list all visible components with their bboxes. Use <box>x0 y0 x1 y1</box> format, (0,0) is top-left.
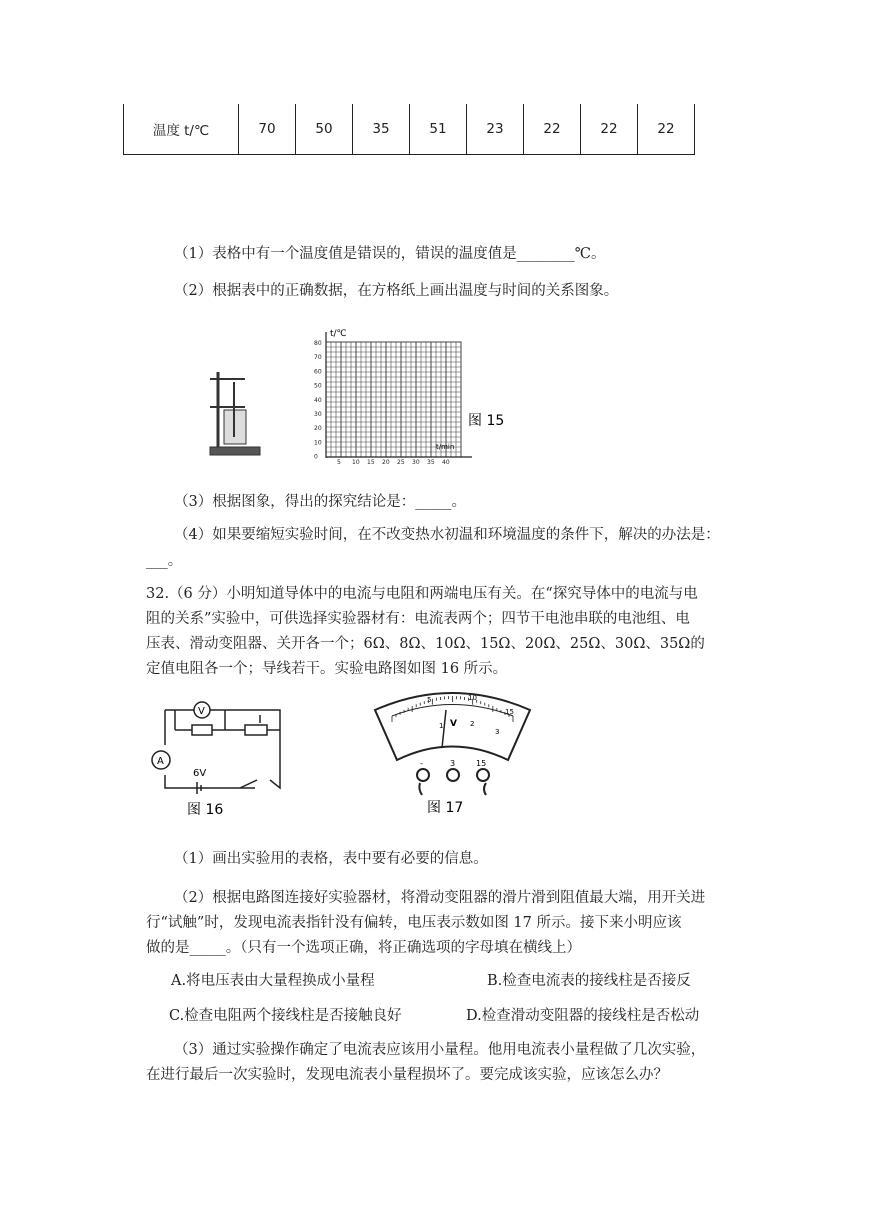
battery-label: 6V <box>193 768 207 779</box>
x-tick-label: 20 <box>382 459 390 466</box>
terminal-label: - <box>420 759 423 768</box>
y-tick-label: 10 <box>314 439 322 447</box>
table-cell: 70 <box>239 104 296 155</box>
terminal-label: 15 <box>476 759 487 768</box>
x-tick-label: 30 <box>412 459 420 466</box>
terminal-negative <box>417 769 429 781</box>
y-tick-label: 30 <box>314 411 322 418</box>
figure-17-voltmeter <box>370 688 535 823</box>
wire-lead <box>484 783 486 795</box>
table-cell: 22 <box>524 104 581 155</box>
x-tick-label: 35 <box>427 459 435 466</box>
q31-part3: （3）根据图象，得出的探究结论是：_____。 <box>174 494 466 510</box>
figure-15 <box>200 322 505 467</box>
heating-apparatus-illustration <box>210 372 260 455</box>
table-row <box>124 104 695 155</box>
figure-16-circuit <box>145 690 295 820</box>
figure-16-caption: 图 16 <box>187 802 224 818</box>
q32-sub1: （1）画出实验用的表格，表中要有必要的信息。 <box>174 851 488 867</box>
upper-scale-label: 10 <box>468 694 477 702</box>
y-tick-label: 0 <box>314 453 318 461</box>
table-cell: 22 <box>581 104 638 155</box>
figure-17-caption: 图 17 <box>427 800 464 816</box>
y-tick-label: 70 <box>314 354 322 362</box>
x-tick-label: 15 <box>367 459 375 466</box>
q32-line4: 定值电阻各一个；导线若干。实验电路图如图 16 所示。 <box>146 661 508 677</box>
fixed-resistor <box>192 725 212 735</box>
q32-sub3-line2: 在进行最后一次实验时，发现电流表小量程损坏了。要完成该实验，应该怎么办？ <box>146 1067 668 1083</box>
x-tick-label: 5 <box>337 459 341 466</box>
table-cell: 22 <box>638 104 695 155</box>
lower-scale-label: 3 <box>495 728 500 736</box>
q32-sub2-line2: 行“试触”时，发现电流表指针没有偏转，电压表示数如图 17 所示。接下来小明应该 <box>146 915 682 931</box>
x-tick-labels <box>337 459 450 466</box>
switch-icon <box>240 780 257 788</box>
table-cell: 50 <box>296 104 353 155</box>
table-cell: 35 <box>353 104 410 155</box>
unit-label: V <box>450 719 457 729</box>
q31-part4: （4）如果要缩短实验时间，在不改变热水初温和环境温度的条件下，解决的办法是： <box>174 527 720 543</box>
figure-15-caption: 图 15 <box>468 413 505 429</box>
q31-part2: （2）根据表中的正确数据，在方格纸上画出温度与时间的关系图象。 <box>174 283 619 299</box>
terminal-15v <box>477 769 489 781</box>
terminal-label: 3 <box>450 759 456 768</box>
y-tick-label: 80 <box>314 340 322 347</box>
option-d: D.检查滑动变阻器的接线柱是否松动 <box>466 1008 700 1024</box>
y-tick-label: 60 <box>314 368 322 376</box>
q32-sub2-line1: （2）根据电路图连接好实验器材，将滑动变阻器的滑片滑到阻值最大端，用开关进 <box>174 890 706 906</box>
q31-part1: （1）表格中有一个温度值是错误的，错误的温度值是________℃。 <box>174 246 606 262</box>
table-cell: 51 <box>410 104 467 155</box>
q32-sub2-line3: 做的是_____。（只有一个选项正确，将正确选项的字母填在横线上） <box>146 940 581 956</box>
x-tick-label: 40 <box>442 459 450 466</box>
gridlines <box>326 342 461 457</box>
q32-line2: 阻的关系”实验中，可供选择实验器材有：电流表两个；四节干电池串联的电池组、电 <box>146 611 690 627</box>
x-axis-label: t/min <box>436 443 455 451</box>
q32-line1: 32.（6 分）小明知道导体中的电流与电阻和两端电压有关。在“探究导体中的电流与电 <box>146 586 698 602</box>
voltmeter-label: V <box>198 706 205 717</box>
y-tick-labels <box>314 340 322 461</box>
upper-scale-label: 5 <box>427 696 432 704</box>
y-tick-label: 50 <box>314 382 322 390</box>
rheostat <box>245 725 267 735</box>
ammeter-label: A <box>157 756 164 767</box>
wire-lead <box>419 783 422 795</box>
upper-scale-label: 15 <box>505 708 514 716</box>
q31-part4-answer: ___。 <box>146 553 183 569</box>
lower-scale-label: 1 <box>439 722 444 730</box>
q32-sub3-line1: （3）通过实验操作确定了电流表应该用小量程。他用电流表小量程做了几次实验， <box>174 1042 706 1058</box>
x-tick-label: 25 <box>397 459 405 466</box>
y-tick-label: 20 <box>314 425 322 433</box>
q32-line3: 压表、滑动变阻器、关开各一个；6Ω、8Ω、10Ω、15Ω、20Ω、25Ω、30Ω、35Ω的 <box>146 636 705 652</box>
temperature-table <box>123 104 695 155</box>
table-cell: 23 <box>467 104 524 155</box>
lower-scale-label: 2 <box>470 720 475 728</box>
option-b: B.检查电流表的接线柱是否接反 <box>487 973 691 989</box>
x-tick-label: 10 <box>352 459 360 466</box>
y-tick-label: 40 <box>314 396 322 404</box>
table-header-cell: 温度 t/℃ <box>124 104 239 155</box>
y-axis-label: t/℃ <box>330 329 347 339</box>
option-c: C.检查电阻两个接线柱是否接触良好 <box>169 1008 402 1024</box>
option-a: A.将电压表由大量程换成小量程 <box>171 973 375 989</box>
terminal-3v <box>447 769 459 781</box>
